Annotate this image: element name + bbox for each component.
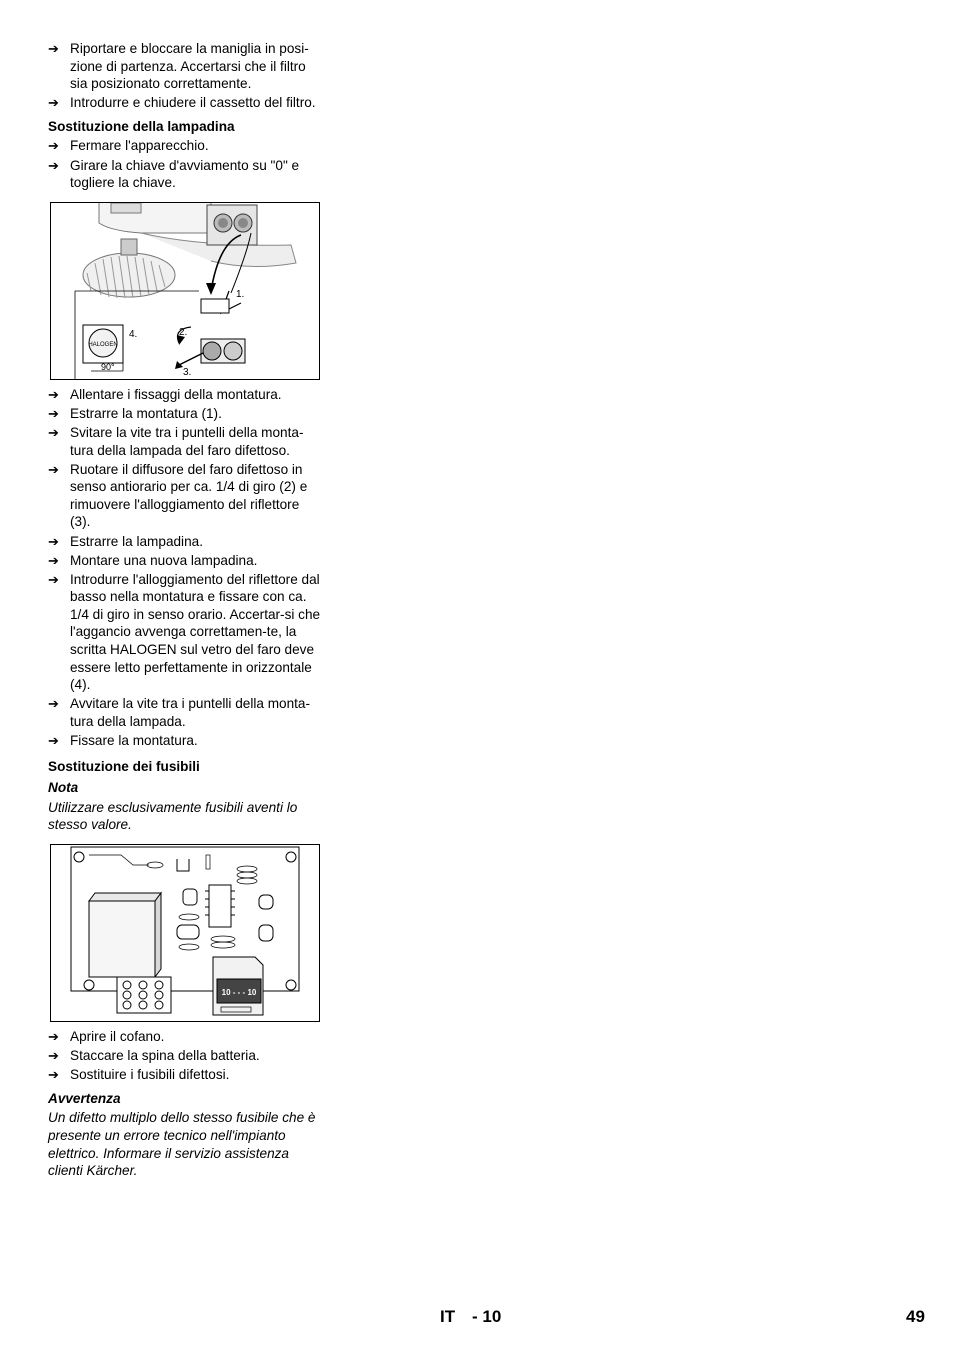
step-item: ➔ Fermare l'apparecchio. xyxy=(48,138,209,154)
arrow-right-icon: ➔ xyxy=(48,157,59,173)
fuse-holder-icon xyxy=(213,957,263,1015)
arrow-right-icon: ➔ xyxy=(48,386,59,402)
arrow-right-icon: ➔ xyxy=(48,533,59,549)
note-text: Utilizzare esclusivamente fusibili aventi lo stesso valore. xyxy=(48,799,298,833)
angle-label: 90° xyxy=(101,361,115,372)
page-number: 49 xyxy=(906,1307,925,1326)
brush-icon xyxy=(83,239,175,298)
lamp-illustration xyxy=(51,203,319,379)
arrow-right-icon: ➔ xyxy=(48,571,59,587)
step-item: ➔ Estrarre la montatura (1). xyxy=(48,405,222,421)
arrow-right-icon: ➔ xyxy=(48,424,59,440)
step-item: ➔ Fissare la montatura. xyxy=(48,733,198,749)
arrow-right-icon: ➔ xyxy=(48,1067,59,1083)
arrow-right-icon: ➔ xyxy=(48,461,59,477)
main-column xyxy=(48,40,322,1186)
footer-section: - 10 xyxy=(472,1307,502,1326)
step-item: ➔ Estrarre la lampadina. xyxy=(48,533,203,549)
fuse-label: 10 - - - 10 xyxy=(221,988,257,997)
note-title: Nota xyxy=(48,780,79,796)
circuit-board-illustration xyxy=(51,845,319,1021)
lamp-heading: Sostituzione della lampadina xyxy=(48,118,235,134)
step-item: ➔ Svitare la vite tra i puntelli della monta-tura della lampada del faro difettoso. xyxy=(48,424,304,458)
lamp-figure xyxy=(50,202,320,380)
step-item: ➔ Staccare la spina della batteria. xyxy=(48,1048,260,1064)
arrow-right-icon: ➔ xyxy=(48,405,59,421)
step-item: ➔ Montare una nuova lampadina. xyxy=(48,552,258,568)
step-item: ➔ Introdurre e chiudere il cassetto del filtro. xyxy=(48,95,316,111)
arrow-right-icon: ➔ xyxy=(48,138,59,154)
label-4: 4. xyxy=(129,328,138,340)
step-item: ➔ Aprire il cofano. xyxy=(48,1029,165,1044)
warning-title: Avvertenza xyxy=(48,1090,121,1106)
fuses-heading: Sostituzione dei fusibili xyxy=(48,758,200,774)
arrow-right-icon: ➔ xyxy=(48,41,59,56)
step-item: ➔ Riportare e bloccare la maniglia in posi-zione di partenza. Accertarsi che il filtro sia posizionato correttamente. xyxy=(48,41,309,92)
step-item: ➔ Introdurre l'alloggiamento del riflettore dal basso nella montatura e fissare con ca. 1/4 di giro in senso orario. Accertar-si che l'aggancio avvenga correttamen-te, la scritta HALOGEN sul vetro del faro deve essere letto perfettamente in orizzontale (4). xyxy=(48,571,321,693)
fuse-figure xyxy=(50,844,320,1022)
arrow-right-icon: ➔ xyxy=(48,552,59,568)
arrow-right-icon: ➔ xyxy=(48,1048,59,1064)
arrow-right-icon: ➔ xyxy=(48,1029,59,1044)
step-item: ➔ Sostituire i fusibili difettosi. xyxy=(48,1067,230,1083)
step-item: ➔ Allentare i fissaggi della montatura. xyxy=(48,386,282,402)
step-item: ➔ Avvitare la vite tra i puntelli della monta-tura della lampada. xyxy=(48,696,311,729)
arrow-right-icon: ➔ xyxy=(48,696,59,712)
footer-lang: IT xyxy=(440,1307,456,1326)
connector-icon xyxy=(117,977,171,1013)
label-2: 2. xyxy=(179,326,188,338)
reflector-housing-icon xyxy=(201,339,245,363)
label-1: 1. xyxy=(236,288,245,300)
step-item: ➔ Girare la chiave d'avviamento su "0" e togliere la chiave. xyxy=(48,157,300,191)
label-3: 3. xyxy=(183,366,192,378)
relay-icon xyxy=(89,893,161,977)
arrow-right-icon: ➔ xyxy=(48,95,59,111)
step-item: ➔ Ruotare il diffusore del faro difettoso in senso antiorario per ca. 1/4 di giro (2) e rimuovere l'alloggiamento del riflettore (3). xyxy=(48,461,308,530)
warning-text: Un difetto multiplo dello stesso fusibile che è presente un errore tecnico nell'impianto elettrico. Informare il servizio assistenza clienti Kärcher. xyxy=(48,1110,316,1179)
ic-chip-icon xyxy=(205,885,235,927)
halogen-text: HALOGEN xyxy=(88,341,118,348)
arrow-right-icon: ➔ xyxy=(48,733,59,749)
halogen-lens-icon xyxy=(83,325,123,363)
